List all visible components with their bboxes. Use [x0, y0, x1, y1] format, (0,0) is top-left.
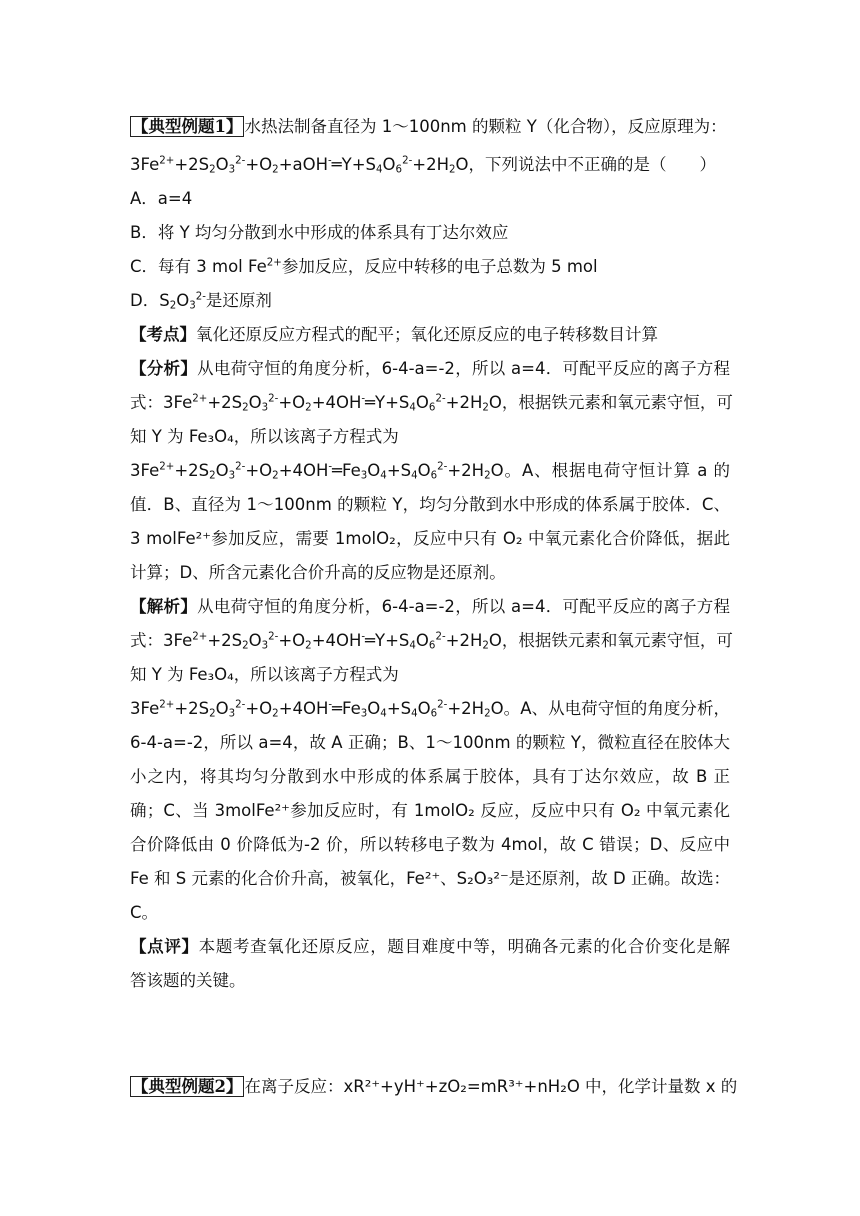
- option-c-text-2: 参加反应，反应中转移的电子总数为 5 mol: [281, 257, 598, 276]
- fenxi-line-2: [130, 392, 733, 414]
- jiexi-line-2: [130, 630, 733, 652]
- example1-title-line: [130, 116, 730, 138]
- jiexi-line-10: C。: [130, 903, 159, 922]
- jiexi-line-4: [130, 698, 730, 720]
- jiexi-line-9: Fe 和 S 元素的化合价升高，被氧化，Fe²⁺、S₂O₃²⁻是还原剂，故 D 正确。故选：: [130, 869, 730, 888]
- jiexi-line-1: [130, 596, 730, 618]
- fenxi-text-1: 从电荷守恒的角度分析，6-4-a=-2，所以 a=4．可配平反应的离子方程: [197, 359, 730, 378]
- kaodian-line: [130, 324, 730, 346]
- example1-tag: 【典型例题1】: [132, 117, 243, 136]
- jiexi-line-6: 小之内，将其均匀分散到水中形成的体系属于胶体，具有丁达尔效应，故 B 正: [130, 767, 730, 786]
- jiexi-line-5: 6-4-a=-2，所以 a=4，故 A 正确；B、1～100nm 的颗粒 Y，微粒直径在胶体大: [130, 733, 730, 752]
- kaodian-text: 氧化还原反应方程式的配平；氧化还原反应的电子转移数目计算: [196, 325, 658, 344]
- example1-equation-line: [130, 154, 730, 176]
- option-a: A．a=4: [130, 189, 193, 208]
- fenxi-line-1: [130, 358, 730, 380]
- jiexi-text-2a: 式：: [130, 631, 163, 650]
- fenxi-equation-2: $3Fe^{2+}+2S_2O_3^{2-}+O_2+4OH^-═Fe_3O_4+S_4O_6^{2-}+2H_2O$: [130, 461, 504, 482]
- example1-equation: $3Fe^{2+}+2S_2O_3^{2-}+O_2+aOH^-═Y+S_4O_6^{2-}+2H_2O$: [130, 155, 469, 176]
- fenxi-line-5: 值．B、直径为 1～100nm 的颗粒 Y，均匀分散到水中形成的体系属于胶体．C、: [130, 495, 730, 514]
- example2-tail: 中，化学计量数 x 的: [579, 1077, 738, 1096]
- example1-question: ，下列说法中不正确的是（ ）: [468, 155, 717, 174]
- jiexi-equation-2: $3Fe^{2+}+2S_2O_3^{2-}+O_2+4OH^-═Fe_3O_4+S_4O_6^{2-}+2H_2O$: [130, 699, 504, 720]
- dianping-line-2: 答该题的关键。: [130, 971, 246, 990]
- fenxi-line-3: 知 Y 为 Fe₃O₄，所以该离子方程式为: [130, 427, 399, 446]
- option-d-text: 是还原剂: [205, 291, 272, 310]
- example2-equation: xR²⁺+yH⁺+zO₂=mR³⁺+nH₂O: [343, 1077, 580, 1096]
- jiexi-text-4: 。A、从电荷守恒的角度分析，: [503, 699, 730, 718]
- example2-title-line: [130, 1076, 738, 1098]
- fenxi-equation-1: $3Fe^{2+}+2S_2O_3^{2-}+O_2+4OH^-═Y+S_4O_6^{2-}+2H_2O$: [163, 393, 502, 414]
- option-b: B．将 Y 均匀分散到水中形成的体系具有丁达尔效应: [130, 223, 509, 242]
- option-d-formula: D．$S_2O_3^{2-}$: [130, 291, 206, 312]
- fenxi-text-2b: ，根据铁元素和氧元素守恒，可: [501, 393, 733, 412]
- jiexi-equation-1: $3Fe^{2+}+2S_2O_3^{2-}+O_2+4OH^-═Y+S_4O_6^{2-}+2H_2O$: [163, 631, 502, 652]
- example2-tag: 【典型例题2】: [132, 1077, 243, 1096]
- jiexi-tag: 【解析】: [130, 597, 198, 616]
- example1-intro: 水热法制备直径为 1～100nm 的颗粒 Y（化合物），反应原理为：: [244, 117, 727, 136]
- jiexi-text-2b: ，根据铁元素和氧元素守恒，可: [501, 631, 733, 650]
- fenxi-line-6: 3 molFe²⁺参加反应，需要 1molO₂，反应中只有 O₂ 中氧元素化合价降低，据此: [130, 529, 730, 548]
- jiexi-line-7: 确；C、当 3molFe²⁺参加反应时，有 1molO₂ 反应，反应中只有 O₂ 中氧元素化: [130, 801, 730, 820]
- dianping-line-1: [130, 936, 730, 958]
- jiexi-line-8: 合价降低由 0 价降低为-2 价，所以转移电子数为 4mol，故 C 错误；D、反应中: [130, 835, 730, 854]
- jiexi-text-1: 从电荷守恒的角度分析，6-4-a=-2，所以 a=4．可配平反应的离子方程: [197, 597, 730, 616]
- dianping-tag: 【点评】: [130, 937, 199, 956]
- fenxi-line-4: [130, 460, 730, 482]
- fenxi-tag: 【分析】: [130, 359, 198, 378]
- option-c: C．每有 3 mol $Fe^{2+}$参加反应，反应中转移的电子总数为 5 mol: [130, 257, 598, 276]
- dianping-text-1: 本题考查氧化还原反应，题目难度中等，明确各元素的化合价变化是解: [198, 937, 731, 956]
- option-c-text-1: C．每有 3 mol Fe: [130, 257, 267, 276]
- jiexi-line-3: 知 Y 为 Fe₃O₄，所以该离子方程式为: [130, 665, 399, 684]
- fenxi-text-2a: 式：: [130, 393, 163, 412]
- option-d: [130, 290, 730, 312]
- kaodian-tag: 【考点】: [130, 325, 196, 344]
- example2-intro: 在离子反应：: [244, 1077, 344, 1096]
- fenxi-line-7: 计算；D、所含元素化合价升高的反应物是还原剂。: [130, 563, 506, 582]
- fenxi-text-4: 。A、根据电荷守恒计算 a 的: [503, 461, 730, 480]
